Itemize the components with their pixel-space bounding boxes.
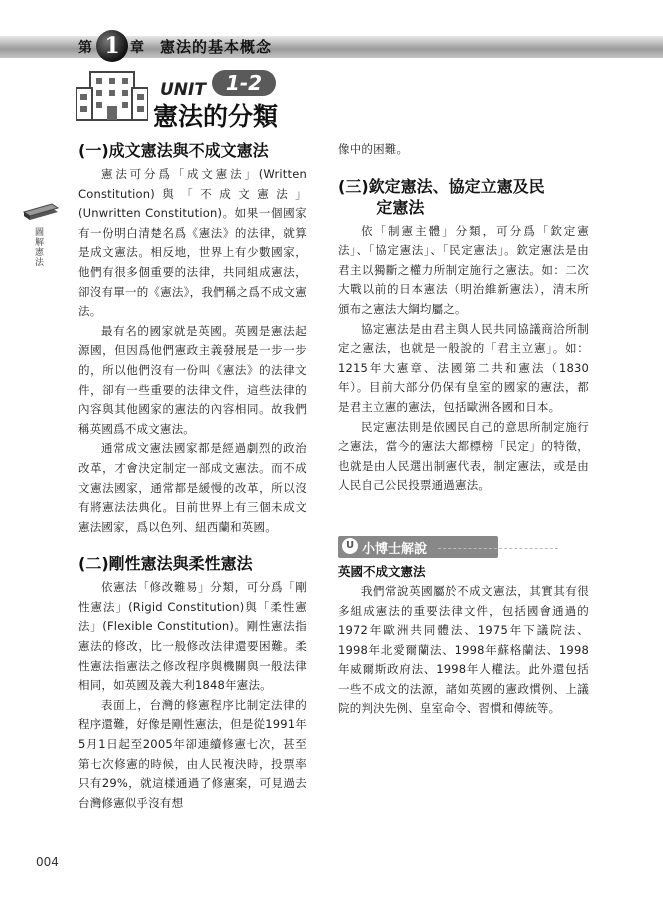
continued-text: 像中的困難。 [338,142,409,156]
tip-icon: U [342,538,358,554]
section-1-heading: (一)成文憲法與不成文憲法 [78,141,269,160]
side-label: 圖解憲法 [35,228,45,268]
chapter-prefix: 第 [78,40,92,56]
section-3-paragraph-1: 依「制憲主體」分類，可分爲「欽定憲法」、「協定憲法」、「民定憲法」。欽定憲法是由君主以獨斷之權力所制定施行之憲法。如：二次大戰以前的日本憲法（明治維新憲法），清末所頒布之憲法大綱均屬之。 [338,223,589,316]
section-3-paragraph-2: 協定憲法是由君主與人民共同協議商洽所制定之憲法，也就是一般說的「君主立憲」。如：1215年大憲章、法國第二共和憲法（1830年）。目前大部分仍保有皇室的國家的憲法，都是君主立憲的憲法，包括歐洲各國和日本。 [338,321,589,414]
section-1-paragraph-1: 憲法可分爲「成文憲法」(Written Constitution)與「不成文憲法」(Unwritten Constitution)。如果一個國家有一份明白清楚名爲《憲法》的法律，就算是成文憲法。相反地，世界上有少數國家，他們有很多個重要的法律，共同組成憲法，卻沒有單一的《憲法》，我們稱之爲不成文憲法。 [78,167,307,319]
tip-box-header [338,536,498,558]
tip-text: 我們常說英國屬於不成文憲法，其實其有很多組成憲法的重要法律文件，包括國會通過的1972年歐洲共同體法、1975年下議院法、1998年北愛爾蘭法、1998年蘇格蘭法、1998年威爾斯政府法、1998年人權法。此外還包括一些不成文的法源，諸如英國的憲政慣例、上議院的判決先例、皇室命令、習慣和傳統等。 [338,583,589,716]
right-column [338,140,589,719]
section-1-paragraph-3: 通常成文憲法國家都是經過劇烈的政治改革，才會決定制定一部成文憲法。而不成文憲法國家，通常都是緩慢的改革，所以沒有將憲法法典化。目前世界上有三個未成文憲法國家，爲以色列、紐西蘭和英國。 [78,441,307,534]
building-icon [76,70,148,122]
section-3-heading: (三)欽定憲法、協定立憲及民 [338,176,545,196]
tip-subheading: 英國不成文憲法 [338,563,426,579]
unit-number-badge: 1-2 [212,70,276,96]
chapter-number-badge: 1 [96,30,128,62]
book-icon [22,200,60,222]
section-2-heading: (二)剛性憲法與柔性憲法 [78,554,253,574]
tip-divider [438,548,558,549]
section-3-paragraph-3: 民定憲法則是依國民自己的意思所制定施行之憲法，當今的憲法大都標榜「民定」的特徵，也就是由人民選出制憲代表，制定憲法，或是由人民自己公民投票通過憲法。 [338,419,589,493]
section-2-paragraph-2: 表面上，台灣的修憲程序比制定法律的程序還難，好像是剛性憲法，但是從1991年5月1日起至2005年卻連續修憲七次，甚至第七次修憲的時候，由人民複決時，投票率只有29%，就這樣通過了修憲案，可見過去台灣修憲似乎沒有想 [78,697,307,810]
unit-title: 憲法的分類 [153,102,279,131]
chapter-suffix: 章 [130,40,144,56]
page-number: 004 [36,855,59,869]
section-3-heading-cont: 定憲法 [376,197,425,217]
section-2-paragraph-1: 依憲法「修改難易」分類，可分爲「剛性憲法」(Rigid Constitution)與「柔性憲法」(Flexible Constitution)。剛性憲法指憲法的修改，比一般修改法律還要困難。柔性憲法指憲法之修改程序與機關與一般法律相同，如英國及義大利1848年憲法。 [78,580,307,693]
left-column [78,140,307,813]
chapter-title: 憲法的基本概念 [160,38,273,56]
tip-box-title: 小博士解說 [362,541,428,557]
section-1-paragraph-2: 最有名的國家就是英國。英國是憲法起源國，但因爲他們憲政主義發展是一步一步的，所以他們沒有一份叫《憲法》的法律文件，卻有一些重要的法律文件，這些法律的內容與其他國家的憲法的內容相同。故我們稱英國爲不成文憲法。 [78,323,307,436]
unit-label: UNIT [160,80,206,100]
